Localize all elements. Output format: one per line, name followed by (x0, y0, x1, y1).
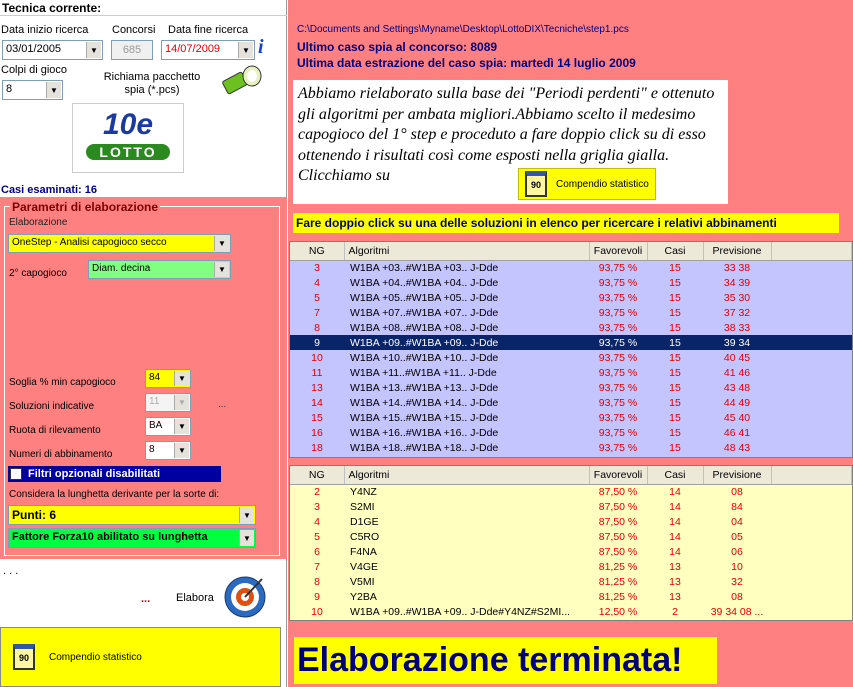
table-cell: 16 (311, 426, 323, 439)
target-icon[interactable] (222, 574, 268, 620)
table-row[interactable] (290, 260, 852, 275)
table-cell: 93,75 % (598, 276, 638, 289)
table-cell: 08 (731, 590, 743, 603)
chevron-down-icon: ▼ (239, 530, 254, 546)
column-header-filler (771, 242, 852, 260)
column-header[interactable]: Previsione (703, 466, 771, 484)
soglia-dropdown[interactable] (145, 369, 191, 388)
table-cell: W1BA +16..#W1BA +16.. J-Dde (350, 426, 499, 439)
soglia-value: 84 (149, 372, 161, 383)
table-cell: 87,50 % (598, 500, 638, 513)
ruota-label: Ruota di rilevamento (9, 425, 101, 436)
table-cell: 4 (314, 515, 320, 528)
table-cell: 44 49 (723, 396, 751, 409)
table-cell: 84 (731, 500, 743, 513)
colpi-value: 8 (6, 83, 13, 95)
table-row[interactable] (290, 320, 852, 335)
table-cell-filler (771, 290, 852, 305)
table-cell-filler (771, 425, 852, 440)
table-cell: 81,25 % (598, 590, 638, 603)
lotto-logo (72, 103, 184, 173)
data-inizio-dropdown[interactable] (2, 40, 103, 60)
table-cell: W1BA +10..#W1BA +10.. J-Dde (350, 351, 499, 364)
table-cell-filler (771, 275, 852, 290)
column-header[interactable]: Algoritmi (344, 466, 589, 484)
data-fine-label: Data fine ricerca (168, 24, 249, 36)
table-cell: 15 (669, 396, 681, 409)
table-cell: 37 32 (723, 306, 751, 319)
table-cell: W1BA +09..#W1BA +09.. J-Dde#Y4NZ#S2MI... (350, 605, 571, 618)
numeri-value: 8 (149, 444, 155, 455)
table-cell: 4 (314, 276, 320, 289)
table-cell: Y2BA (350, 590, 377, 603)
colpi-dropdown[interactable] (2, 80, 63, 100)
data-fine-value: 14/07/2009 (165, 43, 221, 55)
chevron-down-icon: ▼ (238, 42, 253, 58)
table-cell: 15 (669, 351, 681, 364)
table-cell: 7 (314, 306, 320, 319)
table-row[interactable] (290, 440, 852, 455)
table-cell: 15 (669, 381, 681, 394)
chevron-down-icon: ▼ (46, 82, 61, 98)
table-cell: 04 (731, 515, 743, 528)
compendio-button-left[interactable] (0, 627, 281, 687)
lotto-logo-bottom: LOTTO (86, 144, 170, 160)
table-cell: 14 (669, 485, 681, 498)
status-banner: Elaborazione terminata! (294, 637, 717, 684)
lunghetta-label: Considera la lunghetta derivante per la sorte di: (9, 489, 220, 500)
table-cell: 87,50 % (598, 545, 638, 558)
table-cell: 12,50 % (598, 605, 638, 618)
table-cell: W1BA +07..#W1BA +07.. J-Dde (350, 306, 499, 319)
table-cell: 81,25 % (598, 560, 638, 573)
table-cell: 87,50 % (598, 530, 638, 543)
table-cell-filler (771, 574, 852, 589)
soluzioni-value: 11 (149, 396, 160, 407)
table-cell: 9 (314, 590, 320, 603)
table-cell: D1GE (350, 515, 379, 528)
table-cell-filler (771, 380, 852, 395)
table-cell: W1BA +08..#W1BA +08.. J-Dde (350, 321, 499, 334)
chevron-down-icon: ▼ (174, 443, 189, 458)
table-cell: 7 (314, 560, 320, 573)
table-cell-filler (771, 350, 852, 365)
richiama-label: Richiama pacchetto spia (*.pcs) (103, 71, 201, 96)
table-cell: 10 (311, 605, 323, 618)
soluzioni-label: Soluzioni indicative (9, 401, 95, 412)
elaborazione-label: Elaborazione (9, 217, 68, 228)
table-cell: 15 (669, 426, 681, 439)
table-cell: 93,75 % (598, 261, 638, 274)
punti-value: Punti: 6 (12, 508, 56, 522)
column-header[interactable]: Casi (647, 242, 703, 260)
ruota-value: BA (149, 420, 163, 431)
fattore-value: Fattore Forza10 abilitato su lunghetta (12, 531, 208, 543)
capogioco-value: Diam. decina (92, 263, 151, 274)
column-header[interactable]: Favorevoli (589, 242, 647, 260)
column-header[interactable]: NG (290, 466, 344, 484)
table-cell: 38 33 (723, 321, 751, 334)
left-panel (0, 0, 287, 687)
table-cell: 08 (731, 485, 743, 498)
table-cell: 2 (314, 485, 320, 498)
table-cell: 13 (669, 575, 681, 588)
table-cell: 15 (669, 276, 681, 289)
table-cell: 3 (314, 261, 320, 274)
table-row[interactable] (290, 529, 852, 544)
table-cell: 93,75 % (598, 306, 638, 319)
column-header[interactable]: NG (290, 242, 344, 260)
table-cell: C5RO (350, 530, 380, 543)
table-cell: 93,75 % (598, 366, 638, 379)
data-fine-dropdown[interactable] (161, 40, 255, 60)
info-icon[interactable]: i (258, 36, 264, 58)
table-cell: 15 (647, 335, 703, 350)
filtri-label: Filtri opzionali disabilitati (28, 468, 161, 480)
chevron-down-icon: ▼ (174, 395, 189, 410)
table-cell: 14 (311, 396, 323, 409)
table-cell: 13 (311, 381, 323, 394)
table-cell: W1BA +18..#W1BA +18.. J-Dde (350, 441, 499, 454)
divider-top (0, 15, 287, 16)
casi-esaminati: Casi esaminati: 16 (1, 184, 97, 196)
table-row[interactable] (290, 484, 852, 499)
table-row[interactable] (290, 290, 852, 305)
table-row[interactable] (290, 514, 852, 529)
table-cell: 81,25 % (598, 575, 638, 588)
table-cell: 39 34 08 ... (710, 605, 764, 618)
table-cell: 43 48 (723, 381, 751, 394)
table-row[interactable] (290, 499, 852, 514)
calendar-90-icon: 90 (525, 171, 547, 197)
table-cell: 14 (669, 530, 681, 543)
table-cell: 8 (314, 321, 320, 334)
table-cell: V5MI (350, 575, 375, 588)
table-cell: V4GE (350, 560, 379, 573)
table-cell: 06 (731, 545, 743, 558)
soglia-label: Soglia % min capogioco (9, 377, 116, 388)
table-row[interactable] (290, 380, 852, 395)
ultima-data: Ultima data estrazione del caso spia: martedì 14 luglio 2009 (297, 56, 636, 70)
table-cell: 46 41 (723, 426, 751, 439)
table-cell: 93,75 % (598, 351, 638, 364)
table-cell-filler (771, 395, 852, 410)
file-path: C:\Documents and Settings\Myname\Desktop\LottoDIX\Tecniche\step1.pcs (297, 24, 629, 35)
table-cell-filler (771, 335, 852, 350)
column-header[interactable]: Casi (647, 466, 703, 484)
table-cell: W1BA +03..#W1BA +03.. J-Dde (350, 261, 499, 274)
table-cell: 14 (669, 545, 681, 558)
compendio-label-right: Compendio statistico (556, 178, 649, 190)
table-cell: 87,50 % (598, 515, 638, 528)
table-cell: 13 (669, 560, 681, 573)
table-cell: 93,75 % (589, 335, 647, 350)
table-cell-filler (771, 529, 852, 544)
table-cell: 40 45 (723, 351, 751, 364)
table-cell-filler (771, 559, 852, 574)
table-cell-filler (771, 440, 852, 455)
table-cell: S2MI (350, 500, 375, 513)
table-cell-filler (771, 544, 852, 559)
table-row[interactable] (290, 335, 852, 350)
chevron-down-icon: ▼ (174, 419, 189, 434)
table-cell: W1BA +14..#W1BA +14.. J-Dde (350, 396, 499, 409)
table-row[interactable] (290, 559, 852, 574)
table-cell: 14 (669, 500, 681, 513)
tecnica-title: Tecnica corrente: (2, 1, 102, 15)
description-text: Abbiamo rielaborato sulla base dei "Periodi perdenti" e ottenuto gli algoritmi per ambata migliori.Abbiamo scelto il medesimo capogioco del 1° step e proceduto a fare doppio click su di esso ottenendo i risultati così come esposti nella griglia gialla. Clicchiamo su (298, 85, 715, 184)
red-dots: ... (141, 593, 151, 605)
dots-indicator: . . . (3, 565, 19, 577)
chevron-down-icon: ▼ (214, 262, 229, 277)
table-cell: 6 (314, 545, 320, 558)
table-cell: 93,75 % (598, 291, 638, 304)
chevron-down-icon: ▼ (239, 507, 254, 523)
ruota-dropdown[interactable] (145, 417, 191, 436)
table-cell: 39 34 (703, 335, 771, 350)
algorithm-grid[interactable] (289, 241, 853, 458)
table-row[interactable] (290, 305, 852, 320)
column-header-filler (771, 466, 852, 484)
colpi-label: Colpi di gioco (1, 64, 68, 76)
table-cell: 93,75 % (598, 441, 638, 454)
table-cell-filler (771, 305, 852, 320)
filtri-toggle[interactable] (8, 466, 221, 482)
table-cell: W1BA +11..#W1BA +11.. J-Dde (350, 366, 497, 379)
table-cell: 93,75 % (598, 381, 638, 394)
table-cell: 93,75 % (598, 321, 638, 334)
capogioco-dropdown[interactable] (88, 260, 231, 279)
table-cell-filler (771, 484, 852, 499)
table-cell: 93,75 % (598, 426, 638, 439)
table-cell-filler (771, 499, 852, 514)
table-cell: 2 (672, 605, 678, 618)
table-cell: W1BA +05..#W1BA +05.. J-Dde (350, 291, 499, 304)
column-header[interactable]: Favorevoli (589, 466, 647, 484)
table-row[interactable] (290, 425, 852, 440)
table-row[interactable] (290, 589, 852, 604)
table-cell: 5 (314, 291, 320, 304)
concorsi-field[interactable]: 685 (111, 40, 153, 60)
table-cell: 48 43 (723, 441, 751, 454)
table-cell: 9 (290, 335, 344, 350)
table-cell: 15 (311, 411, 323, 424)
table-cell-filler (771, 365, 852, 380)
flashlight-icon[interactable] (218, 62, 268, 102)
table-cell: 33 38 (723, 261, 751, 274)
table-cell-filler (771, 320, 852, 335)
table-cell: W1BA +09..#W1BA +09.. J-Dde (344, 335, 589, 350)
table-cell: 35 30 (723, 291, 751, 304)
column-header[interactable]: Previsione (703, 242, 771, 260)
table-cell: 05 (731, 530, 743, 543)
algorithm-table (290, 242, 852, 455)
data-inizio-label: Data inizio ricerca (1, 24, 89, 36)
chevron-down-icon: ▼ (214, 236, 229, 251)
table-cell: 10 (311, 351, 323, 364)
table-cell: 15 (669, 321, 681, 334)
table-row[interactable] (290, 574, 852, 589)
table-row[interactable] (290, 365, 852, 380)
table-cell: 93,75 % (598, 396, 638, 409)
concorsi-label: Concorsi (112, 24, 156, 36)
data-inizio-value: 03/01/2005 (6, 43, 62, 55)
table-cell: 87,50 % (598, 485, 638, 498)
table-cell: F4NA (350, 545, 377, 558)
table-cell: W1BA +13..#W1BA +13.. J-Dde (350, 381, 499, 394)
soluzioni-dots[interactable]: ... (218, 399, 227, 410)
numeri-label: Numeri di abbinamento (9, 449, 113, 460)
table-cell: 15 (669, 366, 681, 379)
table-cell: 32 (731, 575, 743, 588)
table-row[interactable] (290, 395, 852, 410)
table-cell: 13 (669, 590, 681, 603)
compendio-button-right[interactable] (518, 168, 656, 200)
elaborazione-value: OneStep - Analisi capogioco secco (12, 237, 167, 248)
chevron-down-icon: ▼ (86, 42, 101, 58)
abbinamenti-table (290, 466, 852, 619)
table-cell: 41 46 (723, 366, 751, 379)
table-cell: 15 (669, 306, 681, 319)
elaborazione-dropdown[interactable] (8, 234, 231, 253)
table-cell: 8 (314, 575, 320, 588)
numeri-dropdown[interactable] (145, 441, 191, 460)
table-cell-filler (771, 604, 852, 619)
table-cell: 11 (311, 366, 323, 379)
table-cell: 15 (669, 411, 681, 424)
table-cell: 10 (731, 560, 743, 573)
table-cell: 15 (669, 441, 681, 454)
chevron-down-icon: ▼ (174, 371, 189, 386)
table-cell: 34 39 (723, 276, 751, 289)
table-row[interactable] (290, 275, 852, 290)
capogioco-label: 2° capogioco (9, 268, 67, 279)
fattore-dropdown[interactable] (8, 528, 256, 548)
table-row[interactable] (290, 350, 852, 365)
column-header[interactable]: Algoritmi (344, 242, 589, 260)
punti-dropdown[interactable] (8, 505, 256, 525)
table-row[interactable] (290, 544, 852, 559)
table-cell: 5 (314, 530, 320, 543)
table-cell: 18 (311, 441, 323, 454)
description-box (293, 80, 728, 204)
table-cell: 93,75 % (598, 411, 638, 424)
table-row[interactable] (290, 604, 852, 619)
table-cell-filler (771, 589, 852, 604)
compendio-label-left: Compendio statistico (49, 651, 142, 663)
table-cell: 15 (669, 291, 681, 304)
table-cell: 45 40 (723, 411, 751, 424)
ultimo-caso: Ultimo caso spia al concorso: 8089 (297, 40, 498, 54)
table-cell: W1BA +04..#W1BA +04.. J-Dde (350, 276, 499, 289)
table-cell-filler (771, 410, 852, 425)
table-row[interactable] (290, 410, 852, 425)
table-cell: Y4NZ (350, 485, 377, 498)
table-cell: 3 (314, 500, 320, 513)
table-cell: W1BA +15..#W1BA +15.. J-Dde (350, 411, 499, 424)
calendar-90-icon: 90 (13, 644, 35, 670)
instruction-bar: Fare doppio click su una delle soluzioni in elenco per ricercare i relativi abbinamenti (293, 213, 839, 233)
filtri-checkbox[interactable] (10, 468, 22, 480)
table-cell: 14 (669, 515, 681, 528)
abbinamenti-grid[interactable] (289, 465, 853, 621)
soluzioni-dropdown[interactable] (145, 393, 191, 412)
elabora-label: Elabora (176, 592, 214, 604)
parametri-title: Parametri di elaborazione (12, 200, 159, 214)
lotto-logo-top: 10e (102, 108, 154, 141)
table-cell: 15 (669, 261, 681, 274)
table-cell-filler (771, 514, 852, 529)
table-cell-filler (771, 260, 852, 275)
